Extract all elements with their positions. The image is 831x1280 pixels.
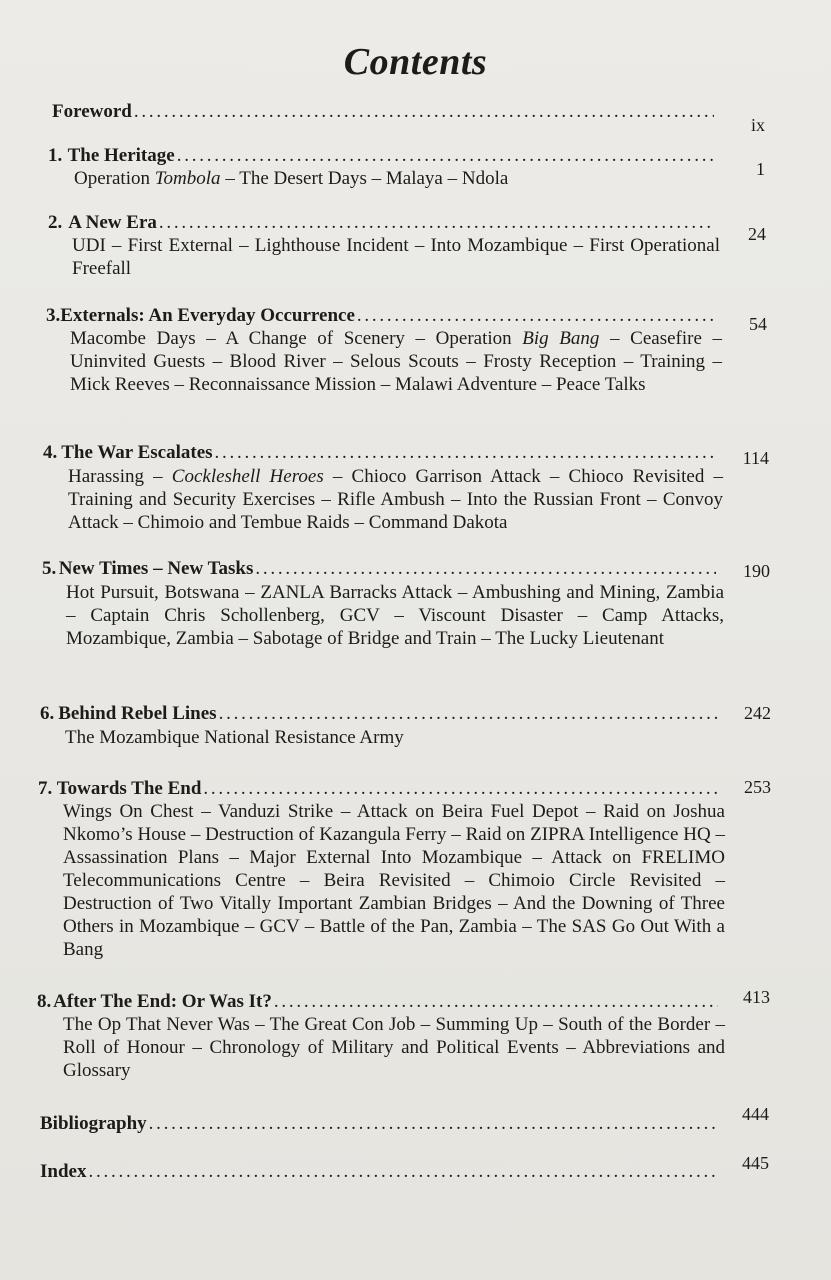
chapter-number: 3. [46, 305, 61, 326]
toc-entry-chapter-3 [46, 304, 714, 327]
toc-heading: Externals: An Everyday Occurrence [60, 305, 355, 326]
chapter-number: 1. [48, 145, 63, 166]
chapter-number: 4. [43, 442, 58, 463]
toc-page-number: 242 [744, 703, 771, 723]
dot-leader [149, 1112, 718, 1135]
italic-title: Tombola [154, 168, 221, 189]
dot-leader [215, 441, 715, 464]
chapter-number: 6. [40, 703, 55, 724]
chapter-number: 7. [38, 778, 53, 799]
dot-leader [255, 557, 716, 580]
toc-heading: A New Era [68, 212, 157, 233]
toc-subtopics: Harassing – Cockleshell Heroes – Chioco Garrison Attack – Chioco Revisited – Training and Security Exercises – Rifle Ambush – Into the Russian Front – Convoy Attack – Chimoio and Tembue Raids – Command Dakota [68, 466, 723, 533]
toc-page-number: 24 [748, 224, 766, 244]
toc-subtopics: The Op That Never Was – The Great Con Job – Summing Up – South of the Border – Roll of Honour – Chronology of Military and Political Events – Abbreviations and Glossary [63, 1014, 725, 1081]
toc-subtopics: Operation Tombola – The Desert Days – Malaya – Ndola [74, 168, 509, 189]
toc-page-number: 1 [756, 159, 765, 179]
toc-entry-foreword [52, 100, 714, 123]
toc-subtopics: Hot Pursuit, Botswana – ZANLA Barracks Attack – Ambushing and Mining, Zambia – Captain Chris Schollenberg, GCV – Viscount Disaster – Camp Attacks, Mozambique, Zambia – Sabotage of Bridge and Train – The Lucky Lieutenant [66, 582, 724, 649]
toc-page-number: 413 [743, 987, 770, 1007]
dot-leader [88, 1160, 718, 1183]
toc-entry-chapter-7 [38, 777, 718, 800]
page-title: Contents [343, 41, 488, 83]
toc-subtopics: UDI – First External – Lighthouse Incident – Into Mozambique – First Operational Freefall [72, 235, 720, 279]
toc-entry-chapter-8 [37, 990, 718, 1013]
toc-subtopics: Macombe Days – A Change of Scenery – Operation Big Bang – Ceasefire – Uninvited Guests – Blood River – Selous Scouts – Frosty Reception – Training – Mick Reeves – Reconnaissance Mission – Malawi Adventure – Peace Talks [70, 328, 723, 395]
dot-leader [203, 777, 718, 800]
toc-page-number: 253 [744, 777, 771, 797]
chapter-number: 2. [48, 212, 63, 233]
dot-leader [159, 211, 714, 234]
toc-entry-index [40, 1160, 718, 1183]
dot-leader [219, 702, 718, 725]
toc-entry-chapter-6 [40, 702, 718, 725]
dot-leader [274, 990, 718, 1013]
toc-heading: The Heritage [67, 145, 175, 166]
toc-heading: Towards The End [56, 778, 202, 799]
dot-leader [177, 144, 714, 167]
toc-heading: After The End: Or Was It? [53, 991, 272, 1012]
toc-page-number: 445 [742, 1153, 769, 1173]
toc-entry-bibliography [40, 1112, 718, 1135]
italic-title: Big Bang [522, 328, 600, 349]
toc-entry-chapter-5 [42, 557, 716, 580]
chapter-number: 8. [37, 991, 52, 1012]
toc-entry-chapter-2 [48, 211, 714, 234]
toc-page-number: ix [750, 115, 765, 135]
toc-page-number: 54 [749, 314, 767, 334]
toc-page-number: 444 [742, 1104, 769, 1124]
toc-heading: New Times – New Tasks [58, 558, 254, 579]
toc-page-number: 114 [742, 448, 769, 468]
toc-heading: Behind Rebel Lines [58, 703, 217, 724]
toc-entry-chapter-4 [43, 441, 715, 464]
toc-subtopics: The Mozambique National Resistance Army [65, 727, 404, 748]
toc-entry-chapter-1 [48, 144, 714, 167]
toc-page-number: 190 [743, 561, 770, 581]
toc-heading: Index [40, 1161, 87, 1182]
dot-leader [134, 100, 714, 123]
toc-subtopics: Wings On Chest – Vanduzi Strike – Attack on Beira Fuel Depot – Raid on Joshua Nkomo’s House – Destruction of Kazangula Ferry – Raid on ZIPRA Intelligence HQ – Assassination Plans – Major External Into Mozambique – Attack on FRELIMO Telecommunications Centre – Beira Revisited – Chimoio Circle Revisited – Destruction of Two Vitally Important Zambian Bridges – And the Downing of Three Others in Mozambique – GCV – Battle of the Pan, Zambia – The SAS Go Out With a Bang [63, 801, 725, 960]
toc-heading: Foreword [52, 101, 132, 122]
toc-heading: The War Escalates [61, 442, 213, 463]
chapter-number: 5. [42, 558, 57, 579]
dot-leader [357, 304, 714, 327]
italic-title: Cockleshell Heroes [171, 466, 324, 487]
toc-heading: Bibliography [40, 1113, 147, 1134]
